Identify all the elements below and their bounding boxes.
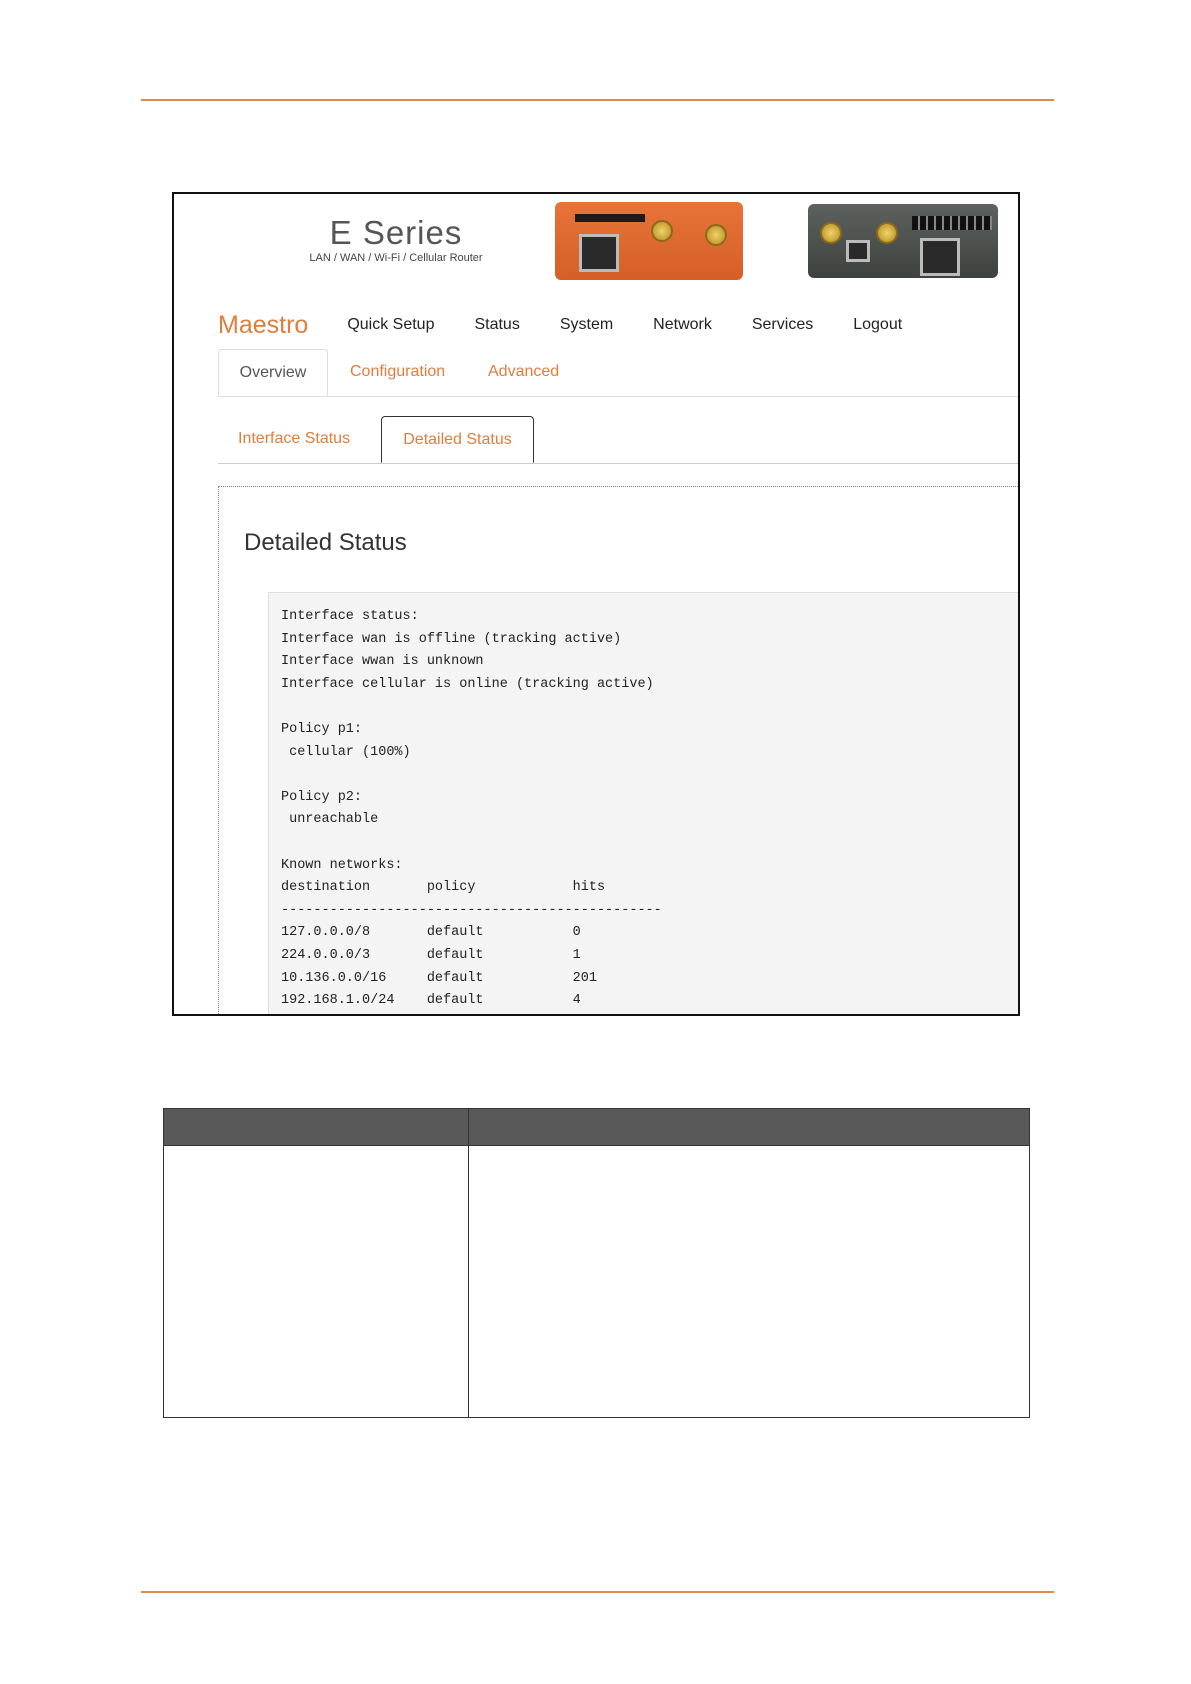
router-ui-screenshot (172, 192, 1020, 1016)
info-table (163, 1108, 1030, 1418)
nav-system[interactable]: System (559, 316, 614, 333)
nav-status[interactable]: Status (474, 316, 520, 333)
router-back-image (808, 204, 998, 278)
table-cell (469, 1146, 1030, 1418)
nav-brand[interactable]: Maestro (218, 310, 309, 339)
detailed-status-panel (218, 486, 1020, 1016)
status-output: Interface status: Interface wan is offline (tracking active) Interface wwan is unknown Interface cellular is online (tracking active) Policy p1: cellular (100%) Policy p2: unreachable Known networks: destination policy hits ----------------------------------------------- 127.0.0.0/8 default 0 224.0.0.0/3 default 1 10.136.0.0/16 default 201 192.168.1.0/24 default 4 (268, 592, 1020, 1016)
detail-tabs (218, 416, 1020, 464)
table-row (164, 1146, 1030, 1418)
table-header-cell (164, 1109, 469, 1146)
table-cell (164, 1146, 469, 1418)
main-nav (218, 309, 942, 341)
panel-title: Detailed Status (244, 529, 407, 556)
nav-network[interactable]: Network (653, 316, 712, 333)
product-subtitle: LAN / WAN / Wi-Fi / Cellular Router (309, 252, 483, 264)
tab-configuration[interactable]: Configuration (350, 363, 446, 380)
tab-detailed-status[interactable]: Detailed Status (381, 416, 534, 463)
product-brand (296, 216, 496, 264)
tab-interface-status[interactable]: Interface Status (238, 430, 351, 447)
nav-quick-setup[interactable]: Quick Setup (347, 316, 435, 333)
header-rule (141, 99, 1054, 101)
router-front-image (555, 202, 743, 280)
table-header-cell (469, 1109, 1030, 1146)
table-header-row (164, 1109, 1030, 1146)
nav-services[interactable]: Services (751, 316, 814, 333)
product-title: E Series (329, 214, 463, 251)
footer-rule (141, 1591, 1054, 1593)
tab-overview[interactable]: Overview (218, 349, 328, 396)
status-subtabs (218, 349, 1020, 397)
tab-advanced[interactable]: Advanced (488, 363, 560, 380)
nav-logout[interactable]: Logout (853, 316, 903, 333)
